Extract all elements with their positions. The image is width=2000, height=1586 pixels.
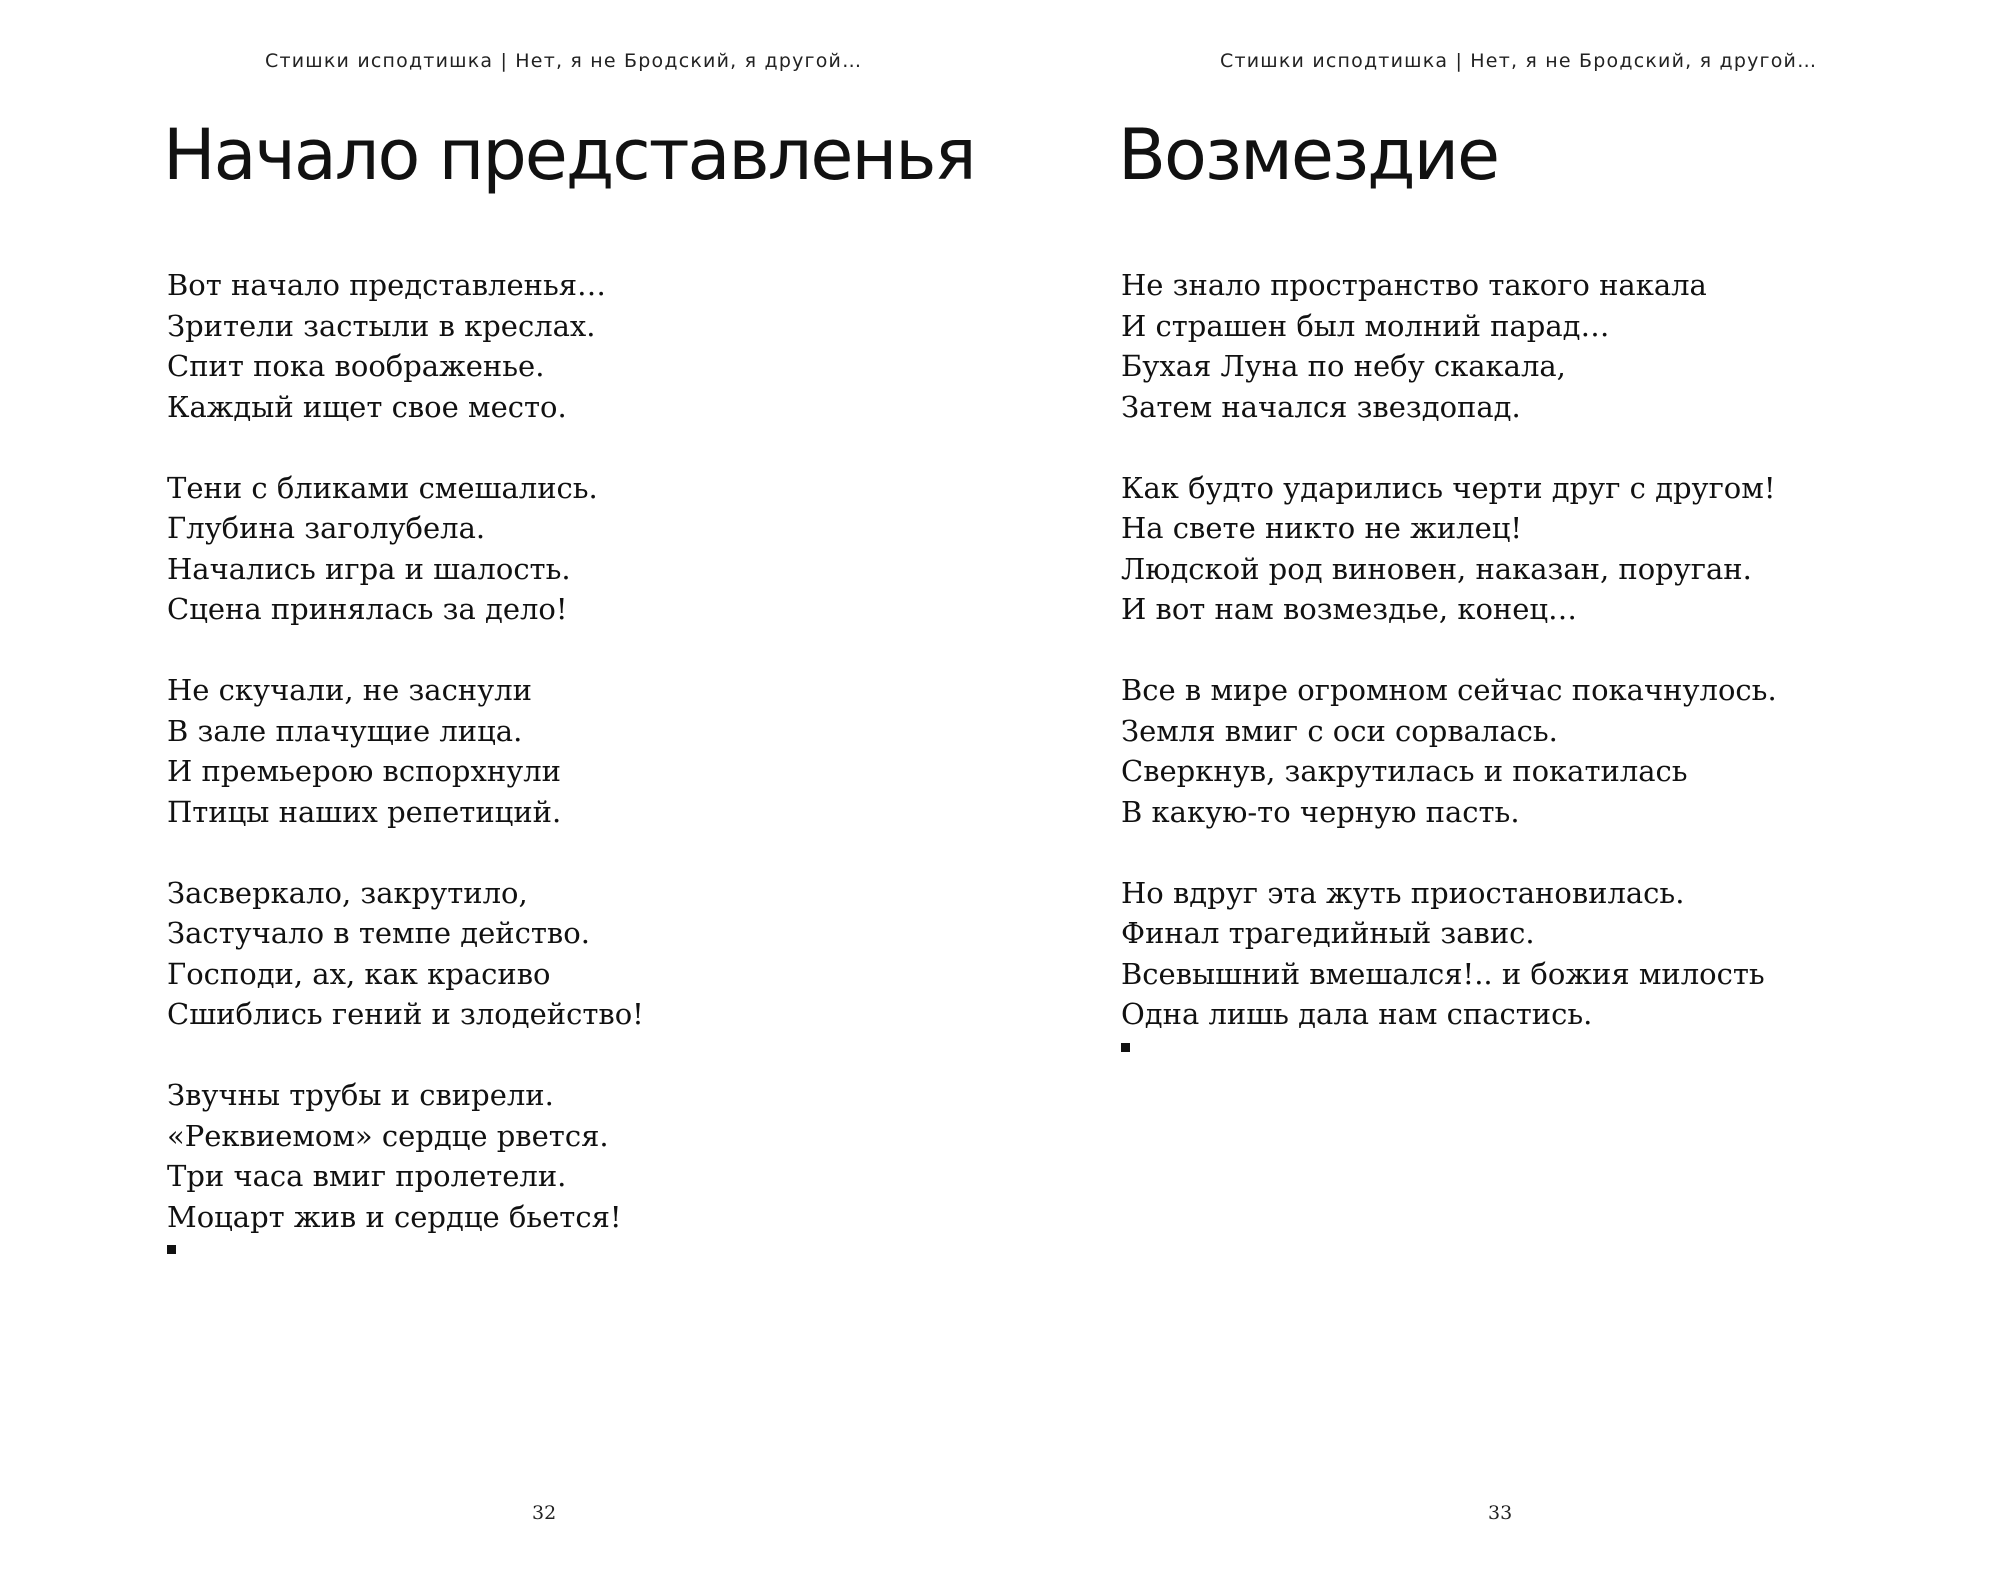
stanza [167, 670, 644, 832]
poem-line: Глубина заголубела. [167, 511, 486, 545]
poem-line: Господи, ах, как красиво [167, 956, 551, 991]
poem-line: Но вдруг эта жуть приостановилась. [1121, 875, 1685, 910]
poem-line: Сцена принялась за дело! [167, 592, 568, 626]
poem-line: И вот нам возмездье, конец… [1121, 592, 1578, 626]
poem-line: Птицы наших репетиций. [167, 794, 562, 829]
poem-body [167, 265, 644, 1254]
poem-title: Возмездие [1118, 114, 1499, 196]
stanza [1121, 265, 1777, 427]
poem-line: Вот начало представленья… [167, 268, 607, 302]
poem-line: И премьерою вспорхнули [167, 754, 561, 788]
poem-line: На свете никто не жилец! [1121, 511, 1523, 545]
running-head: Стишки исподтишка | Нет, я не Бродский, я другой… [265, 50, 863, 72]
poem-line: И страшен был молний парад… [1121, 308, 1610, 343]
page-number: 32 [532, 1502, 557, 1524]
poem-line: Звучны трубы и свирели. [167, 1078, 554, 1112]
poem-body [1121, 265, 1777, 1052]
poem-line: Людской род виновен, наказан, поруган. [1121, 551, 1752, 586]
stanza [167, 1075, 644, 1237]
poem-line: Как будто ударились черти друг с другом! [1121, 470, 1776, 505]
poem-line: Зрители застыли в креслах. [167, 308, 596, 343]
running-head: Стишки исподтишка | Нет, я не Бродский, я другой… [1220, 50, 1818, 72]
poem-line: Не знало пространство такого накала [1121, 268, 1707, 302]
poem-line: Бухая Луна по небу скакала, [1121, 349, 1566, 383]
poem-line: Всевышний вмешался!.. и божия милость [1121, 956, 1765, 991]
stanza [1121, 873, 1777, 1035]
poem-line: Сверкнув, закрутилась и покатилась [1121, 754, 1688, 788]
poem-line: Три часа вмиг пролетели. [167, 1159, 567, 1193]
poem-line: Земля вмиг с оси сорвалась. [1121, 713, 1558, 748]
poem-line: Начались игра и шалость. [167, 551, 571, 586]
poem-line: Каждый ищет свое место. [167, 389, 567, 424]
poem-line: Не скучали, не заснули [167, 673, 532, 707]
poem-line: «Реквиемом» сердце рвется. [167, 1118, 609, 1153]
poem-line: Засверкало, закрутило, [167, 875, 528, 910]
poem-line: В какую-то черную пасть. [1121, 794, 1520, 829]
end-mark [1121, 1043, 1130, 1052]
poem-line: Одна лишь дала нам спастись. [1121, 997, 1593, 1031]
poem-line: Сшиблись гений и злодейство! [167, 997, 644, 1031]
stanza [1121, 670, 1777, 832]
right-page [1000, 0, 2000, 1586]
poem-line: Застучало в темпе действо. [167, 916, 590, 950]
stanza [167, 265, 644, 427]
stanza [167, 873, 644, 1035]
poem-line: В зале плачущие лица. [167, 713, 523, 748]
end-mark [167, 1245, 176, 1254]
poem-line: Финал трагедийный завис. [1121, 916, 1535, 950]
stanza [167, 468, 644, 630]
poem-line: Все в мире огромном сейчас покачнулось. [1121, 673, 1777, 707]
poem-line: Моцарт жив и сердце бьется! [167, 1199, 622, 1234]
poem-line: Тени с бликами смешались. [167, 470, 598, 505]
poem-title: Начало представленья [163, 114, 975, 196]
poem-line: Спит пока воображенье. [167, 349, 545, 383]
stanza [1121, 468, 1777, 630]
page-number: 33 [1488, 1502, 1513, 1524]
poem-line: Затем начался звездопад. [1121, 389, 1521, 424]
